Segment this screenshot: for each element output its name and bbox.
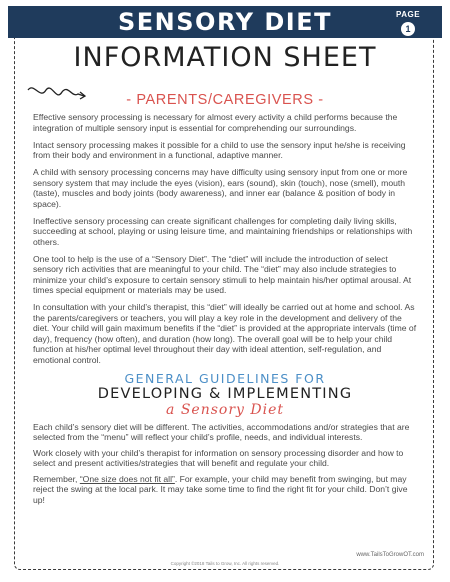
guidelines-heading-line2: DEVELOPING & IMPLEMENTING	[97, 385, 353, 402]
guidelines-list	[33, 422, 417, 506]
guidelines-heading	[33, 372, 417, 418]
document-subtitle: - PARENTS/CAREGIVERS -	[126, 92, 324, 108]
page-indicator	[394, 10, 422, 37]
guideline-item: Each child’s sensory diet will be different. The activities, accommodations and/or strategies that are selected from the “menu” will reflect your child’s profile, needs, and individual interests.	[33, 421, 410, 442]
header-title: SENSORY DIET	[118, 8, 332, 36]
guideline-item-prefix: Remember,	[33, 473, 80, 484]
guideline-item: Work closely with your child’s therapist for information on sensory processing disorder and how to select and present activities/strategies that will benefit and regulate your child.	[33, 447, 404, 468]
guideline-item-suffix: . For example, your child may benefit from swinging, but may reject the swing at the local park. It may take some time to find the right fit for your child. Don’t give up!	[33, 473, 408, 505]
paragraph: In consultation with your child’s therapist, this “diet” will ideally be carried out at home and school. As the parents/caregivers or teachers, you will play a key role in the development and delivery of the diet. Your child will gain maximum benefits if the “diet” is provided at the appropriate intervals (time of day), frequency (how often), and duration (how long). The overall goal will be to help your child function at his/her optimal level throughout their day with ideal attention, self-regulation, and emotional control.	[33, 302, 417, 365]
document-title: INFORMATION SHEET	[73, 42, 377, 73]
page-label: PAGE	[395, 10, 421, 19]
paragraph: A child with sensory processing concerns may have difficulty using sensory input from one or more sensory system that may include the eyes (vision), ears (sound), skin (touch), nose (smell), mouth (taste), muscles and body joints (body awareness), and inner ear (balance & position of body in space).	[33, 167, 408, 209]
guidelines-heading-line3: a Sensory Diet	[166, 401, 284, 418]
paragraph: One tool to help is the use of a “Sensory Diet”. The “diet” will include the introduction of select sensory rich activities that are meaningful to your child. The “diet” may also include strategies to minimize your child’s exposure to certain sensory stimuli to help maintain his/her optimal arousal. At times special equipment or materials may be used.	[33, 253, 412, 295]
guideline-item-emphasis: “One size does not fit all”	[79, 473, 175, 484]
footer-copyright: Copyright ©2018 Tails to Grow, Inc. All rights reserved.	[170, 561, 280, 566]
header-banner	[8, 6, 442, 38]
page-number: 1	[401, 22, 415, 36]
guideline-item	[33, 474, 417, 506]
guidelines-heading-line1: GENERAL GUIDELINES FOR	[124, 370, 326, 386]
paragraph: Effective sensory processing is necessary for almost every activity a child performs because the integration of multiple sensory input is essential for comprehending our surroundings.	[33, 112, 398, 133]
body-content	[33, 112, 417, 510]
paragraph: Intact sensory processing makes it possible for a child to use the sensory input he/she is receiving from their body and environment in a functional, adaptive manner.	[33, 139, 406, 160]
footer-website: www.TailsToGrowOT.com	[356, 552, 424, 558]
paragraph: Ineffective sensory processing can create significant challenges for completing daily living skills, succeeding at school, playing or using leisure time, and maintaining friendships or relationships with others.	[33, 215, 413, 247]
